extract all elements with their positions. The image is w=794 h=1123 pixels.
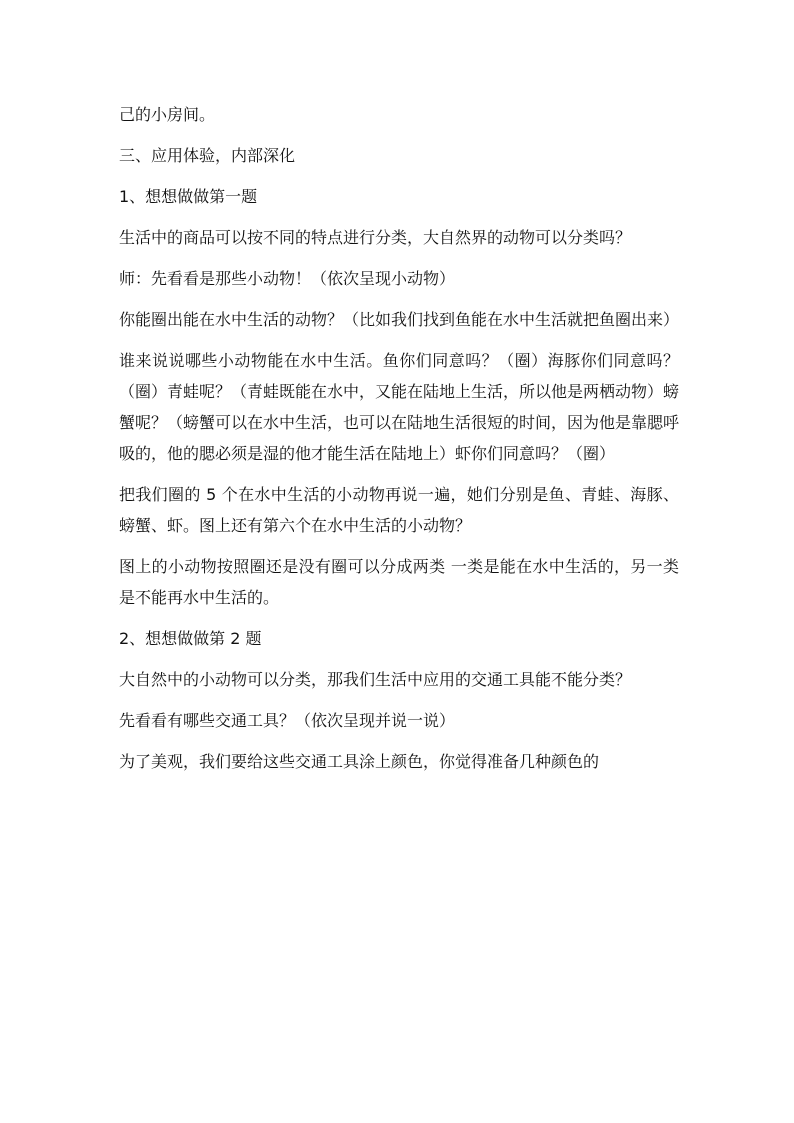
- subheading-exercise-1: 1、想想做做第一题: [119, 187, 258, 206]
- section-heading-application: 三、应用体验，内部深化: [119, 146, 296, 165]
- paragraph-continuation: 己的小房间。: [119, 105, 216, 124]
- paragraph-colors: 为了美观，我们要给这些交通工具涂上颜色，你觉得准备几种颜色的: [119, 752, 600, 771]
- paragraph-classify-question: 生活中的商品可以按不同的特点进行分类，大自然界的动物可以分类吗？: [119, 228, 632, 247]
- subheading-exercise-2: 2、想想做做第 2 题: [119, 629, 262, 648]
- paragraph-vehicles-intro: 先看看有哪些交通工具？（依次呈现并说一说）: [119, 711, 456, 730]
- paragraph-discussion: 谁来说说哪些小动物能在水中生活。鱼你们同意吗？（圈）海豚你们同意吗？（圈）青蛙呢？（青蛙既能在水中，又能在陆地上生活，所以他是两栖动物）螃蟹呢？（螃蟹可以在水中生活，也可以在陆地生活很短的时间，因为他是靠腮呼吸的，他的腮必须是湿的他才能生活在陆地上）虾你们同意吗？（圈）: [119, 351, 680, 463]
- paragraph-two-groups: 图上的小动物按照圈还是没有圈可以分成两类 一类是能在水中生活的，另一类是不能再水中生活的。: [119, 557, 679, 607]
- paragraph-teacher-intro: 师：先看看是那些小动物！（依次呈现小动物）: [119, 269, 456, 288]
- paragraph-recap: 把我们圈的 5 个在水中生活的小动物再说一遍，她们分别是鱼、青蛙、海豚、螃蟹、虾。图上还有第六个在水中生活的小动物？: [119, 485, 679, 535]
- paragraph-circle-task: 你能圈出能在水中生活的动物？（比如我们找到鱼能在水中生活就把鱼圈出来）: [119, 310, 680, 329]
- document-body: [119, 99, 679, 787]
- paragraph-vehicles-question: 大自然中的小动物可以分类，那我们生活中应用的交通工具能不能分类？: [119, 670, 632, 689]
